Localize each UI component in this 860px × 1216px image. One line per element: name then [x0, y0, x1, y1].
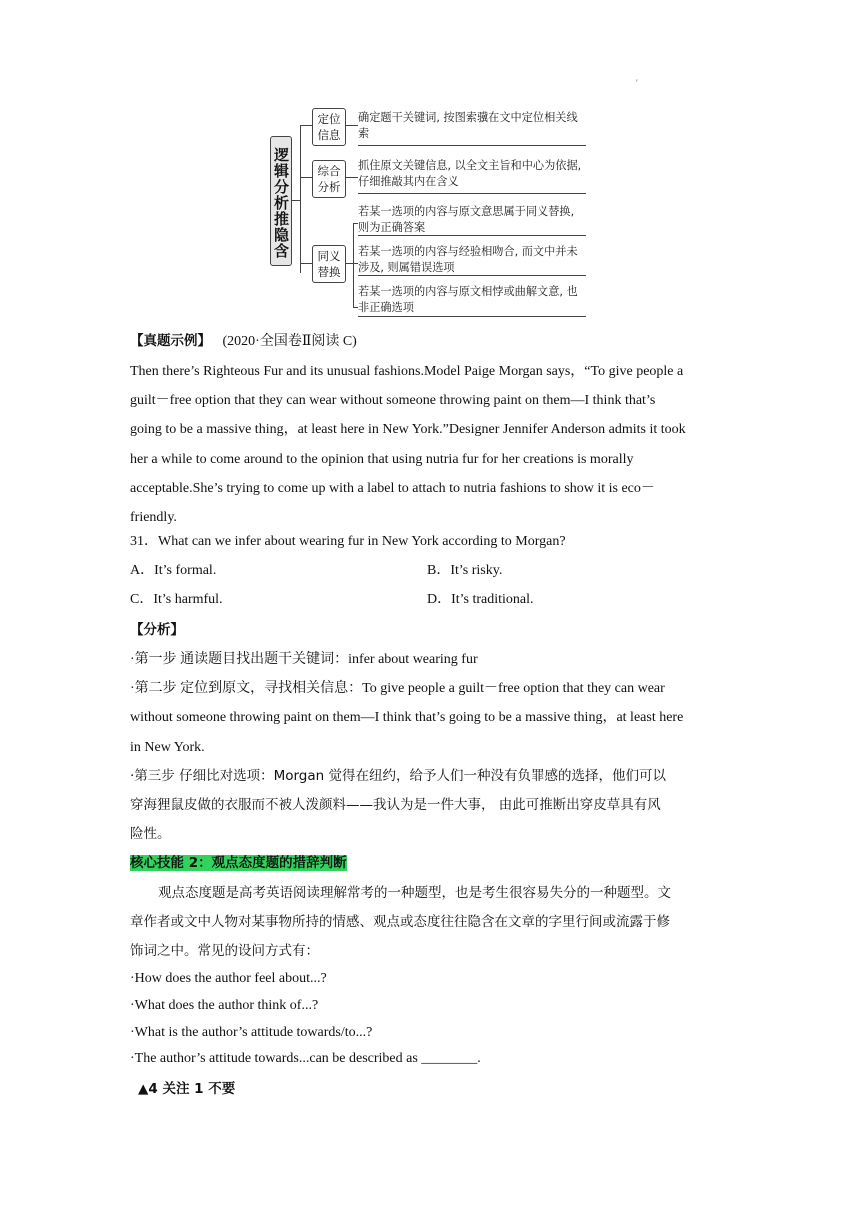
option-d: D．It’s traditional. — [427, 592, 534, 607]
diagram-leaf-synonym-1: 若某一选项的内容与原文意思属于同义替换, 则为正确答案 — [358, 205, 575, 234]
passage — [130, 357, 730, 532]
analysis-line: 穿海狸鼠皮做的衣服而不被人泼颜料——我认为是一件大事， 由此可推断出穿皮草具有风 — [130, 797, 661, 814]
skill-question: ·How does the author feel about...? — [130, 971, 327, 986]
note: ▲4 关注 1 不要 — [138, 1081, 236, 1097]
analysis-line: 险性。 — [130, 826, 171, 843]
passage-line: guilt－free option that they can wear without someone throwing paint on them—I think that’s — [130, 393, 656, 409]
analysis-line: without someone throwing paint on them—I think that’s going to be a massive thing，at least here — [130, 710, 684, 726]
option-b: B．It’s risky. — [427, 563, 503, 578]
option-a: A．It’s formal. — [130, 563, 217, 578]
diagram-leaf-locate: 确定题干关键词, 按图索骥在文中定位相关线索 — [358, 111, 578, 140]
diagram-leaf-synonym-3: 若某一选项的内容与原文相悖或曲解文意, 也非正确选项 — [358, 285, 578, 314]
skill-question: ·What does the author think of...? — [130, 997, 319, 1013]
diagram-leaf-synonym-2: 若某一选项的内容与经验相吻合, 而文中并未涉及, 则属错误选项 — [358, 245, 578, 274]
diagram-node-locate: 定位信息 — [312, 108, 346, 146]
diagram-leaf-analyze: 抓住原文关键信息, 以全文主旨和中心为依据, 仔细推敲其内在含义 — [358, 159, 582, 188]
skill-intro-line: 观点态度题是高考英语阅读理解常考的一种题型，也是考生很容易失分的一种题型。文 — [158, 885, 671, 901]
analysis-line: ·第三步 仔细比对选项：Morgan 觉得在纽约，给予人们一种没有负罪感的选择，他们可以 — [130, 767, 666, 784]
question: 31．What can we infer about wearing fur in New York according to Morgan? — [130, 534, 566, 549]
option-c: C．It’s harmful. — [130, 592, 223, 607]
analysis-line: ·第二步 定位到原文，寻找相关信息：To give people a guilt－free option that they can wear — [130, 681, 665, 697]
skill-questions — [130, 966, 730, 1073]
skill-title: 核心技能 2：观点态度题的措辞判断 — [130, 855, 347, 871]
logic-diagram — [270, 103, 590, 318]
passage-line: going to be a massive thing，at least here in New York.”Designer Jennifer Anderson admits it took — [130, 422, 686, 438]
passage-line: friendly. — [130, 510, 177, 526]
passage-line: acceptable.She’s trying to come up with a label to attach to nutria fashions to show it is eco－ — [130, 480, 655, 496]
skill-intro-line: 饰词之中。常见的设问方式有： — [130, 943, 319, 960]
skill-title-line — [130, 849, 730, 877]
diagram-node-analyze: 综合分析 — [312, 160, 346, 198]
example-source: (2020·全国卷Ⅱ阅读 C) — [222, 334, 357, 349]
example-heading-line — [130, 327, 730, 356]
passage-line: her a while to come around to the opinion that using nutria fur for her creations is morally — [130, 451, 634, 467]
skill-question: ·What is the author’s attitude towards/to...? — [130, 1024, 373, 1040]
example-heading: 【真题示例】 — [130, 333, 211, 349]
analysis-line: ·第一步 通读题目找出题干关键词：infer about wearing fur — [130, 652, 478, 667]
analysis-body — [130, 645, 730, 849]
analysis-line: in New York. — [130, 739, 205, 755]
skill-question: ·The author’s attitude towards...can be described as ________. — [130, 1051, 481, 1067]
diagram-node-synonym: 同义替换 — [312, 245, 346, 283]
skill-intro — [130, 879, 730, 967]
corner-mark: ' — [636, 78, 638, 88]
passage-line: Then there’s Righteous Fur and its unusual fashions.Model Paige Morgan says，“To give people a — [130, 364, 684, 379]
skill-intro-line: 章作者或文中人物对某事物所持的情感、观点或态度往往隐含在文章的字里行间或流露于修 — [130, 914, 670, 931]
analysis-heading: 【分析】 — [130, 622, 184, 638]
diagram-root: 逻辑分析推隐含 — [270, 136, 292, 266]
